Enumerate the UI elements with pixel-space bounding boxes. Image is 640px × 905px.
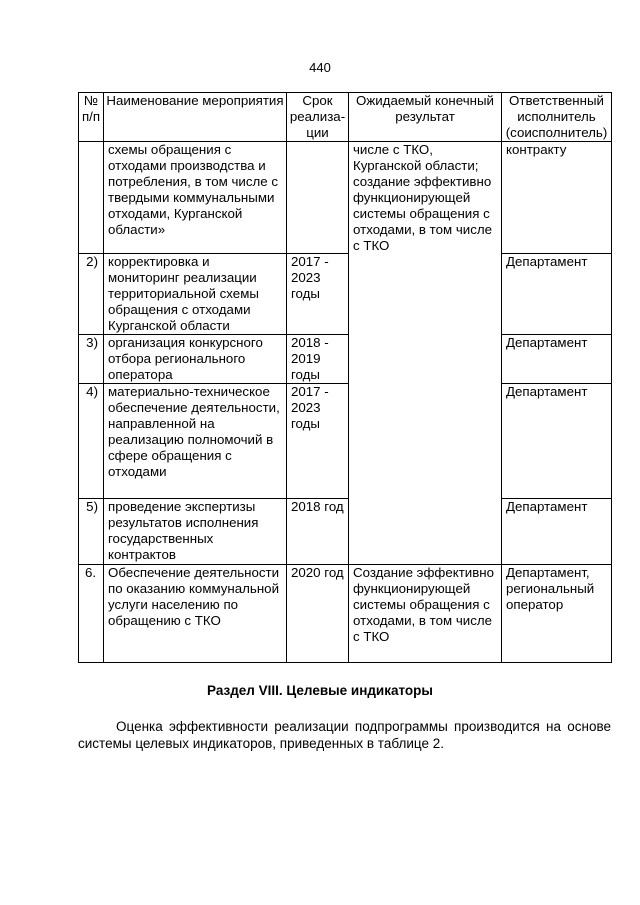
row-num: 2) xyxy=(79,254,104,335)
row-num: 5) xyxy=(79,499,104,565)
row-executor: Департамент, региональный оператор xyxy=(502,565,612,663)
row-name: организация конкурсного отбора регионального оператора xyxy=(104,335,287,384)
row-executor: Департамент xyxy=(502,254,612,335)
table-row xyxy=(79,254,612,335)
row-term: 2020 год xyxy=(287,565,349,663)
row-executor: контракту xyxy=(502,142,612,254)
row-term: 2017 - 2023 годы xyxy=(287,254,349,335)
row-name: схемы обращения с отходами производства и потребления, в том числе с твердыми коммунальными отходами, Курганской области» xyxy=(104,142,287,254)
table-row xyxy=(79,499,612,565)
header-num: № п/п xyxy=(79,93,104,142)
row-executor: Департамент xyxy=(502,384,612,499)
row-num: 6. xyxy=(79,565,104,663)
row-result: Создание эффективно функционирующей системы обращения с отходами, в том числе с ТКО xyxy=(349,565,502,663)
activities-table xyxy=(78,92,612,663)
row-name: проведение экспертизы результатов исполнения государственных контрактов xyxy=(104,499,287,565)
row-result-merged: числе с ТКО, Курганской области; создание эффективно функционирующей системы обращения с отходами, в том числе с ТКО xyxy=(349,142,502,565)
row-term: 2017 - 2023 годы xyxy=(287,384,349,499)
row-name: корректировка и мониторинг реализации территориальной схемы обращения с отходами Курганской области xyxy=(104,254,287,335)
row-name: материально-техническое обеспечение деятельности, направленной на реализацию полномочий в сфере обращения с отходами xyxy=(104,384,287,499)
table-row xyxy=(79,384,612,499)
row-term: 2018 - 2019 годы xyxy=(287,335,349,384)
row-num: 4) xyxy=(79,384,104,499)
row-executor: Департамент xyxy=(502,335,612,384)
row-term: 2018 год xyxy=(287,499,349,565)
header-term: Срок реализа-ции xyxy=(287,93,349,142)
row-num xyxy=(79,142,104,254)
header-executor: Ответственный исполнитель (соисполнитель) xyxy=(502,93,612,142)
row-term xyxy=(287,142,349,254)
table-header-row xyxy=(79,93,612,142)
section-title: Раздел VIII. Целевые индикаторы xyxy=(207,683,433,698)
row-executor: Департамент xyxy=(502,499,612,565)
header-name: Наименование мероприятия xyxy=(104,93,287,142)
table-row xyxy=(79,335,612,384)
table-row xyxy=(79,565,612,663)
row-num: 3) xyxy=(79,335,104,384)
header-result: Ожидаемый конечный результат xyxy=(349,93,502,142)
table-row xyxy=(79,142,612,254)
body-paragraph: Оценка эффективности реализации подпрограммы производится на основе системы целевых индикаторов, приведенных в таблице 2. xyxy=(78,719,611,751)
row-name: Обеспечение деятельности по оказанию коммунальной услуги населению по обращению с ТКО xyxy=(104,565,287,663)
page-number: 440 xyxy=(309,60,331,75)
